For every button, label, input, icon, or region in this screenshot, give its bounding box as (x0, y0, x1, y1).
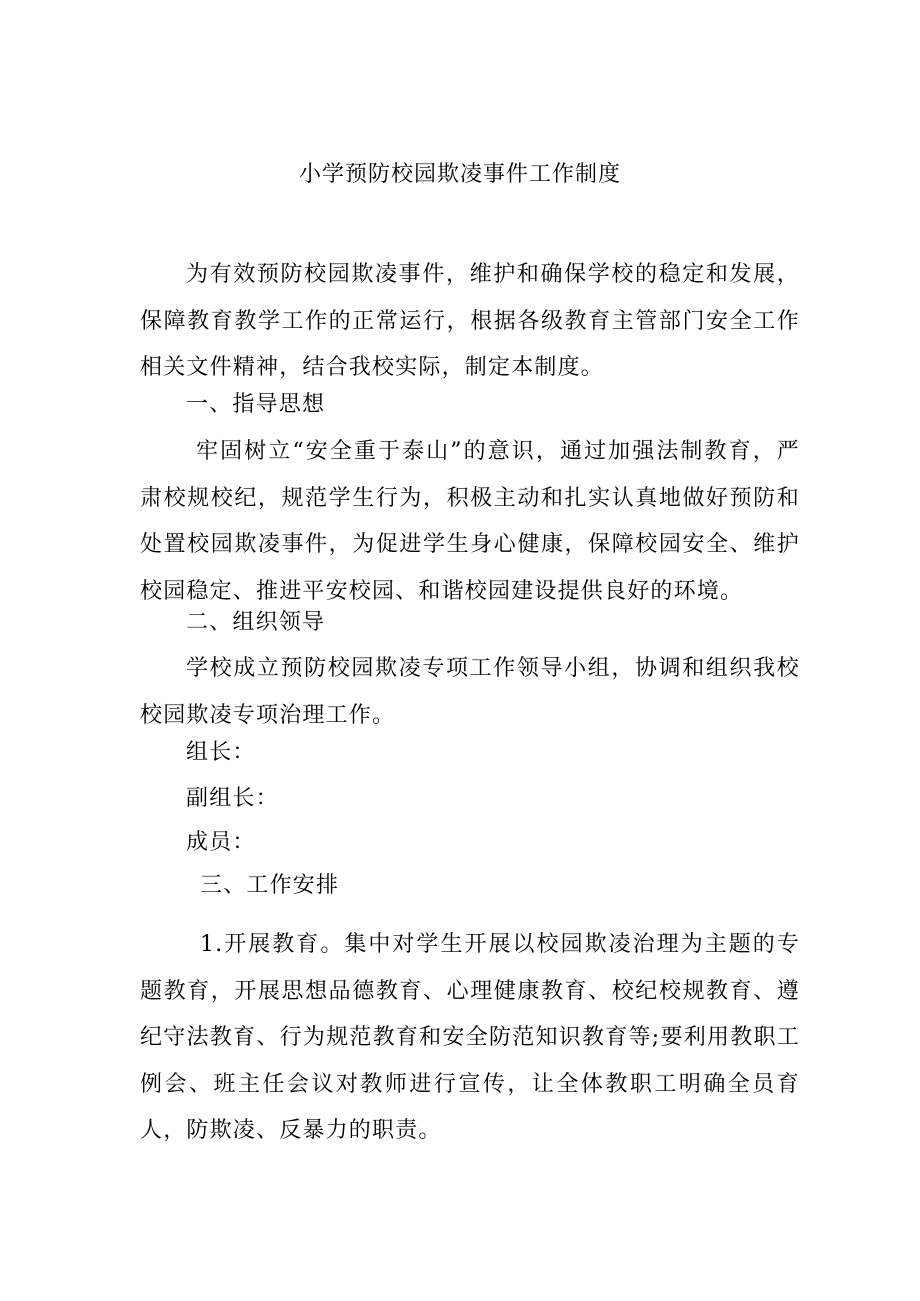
role-members: 成员： (186, 830, 256, 855)
section-heading-work-arrangement: 三、工作安排 (200, 873, 340, 898)
section-heading-organization: 二、组织领导 (186, 610, 326, 635)
work-item-1-paragraph: 1.开展教育。集中对学生开展以校园欺凌治理为主题的专题教育，开展思想品德教育、心理健康教育、校纪校规教育、遵纪守法教育、行为规范教育和安全防范知识教育等;要利用教职工例会、班主任会议对教师进行宣传，让全体教职工明确全员育人，防欺凌、反暴力的职责。 (140, 932, 800, 1143)
intro-paragraph: 为有效预防校园欺凌事件，维护和确保学校的稳定和发展，保障教育教学工作的正常运行，根据各级教育主管部门安全工作相关文件精神，结合我校实际，制定本制度。 (140, 262, 800, 380)
document-title: 小学预防校园欺凌事件工作制度 (298, 162, 621, 187)
guiding-principle-paragraph: 牢固树立“安全重于泰山”的意识，通过加强法制教育，严肃校规校纪，规范学生行为，积极主动和扎实认真地做好预防和处置校园欺凌事件，为促进学生身心健康，保障校园安全、维护校园稳定、推进平安校园、和谐校园建设提供良好的环境。 (140, 439, 800, 604)
role-leader: 组长： (186, 740, 256, 765)
section-heading-guiding-principle: 一、指导思想 (186, 392, 326, 417)
role-deputy-leader: 副组长： (186, 786, 279, 811)
organization-paragraph: 学校成立预防校园欺凌专项工作领导小组，协调和组织我校校园欺凌专项治理工作。 (140, 656, 800, 728)
